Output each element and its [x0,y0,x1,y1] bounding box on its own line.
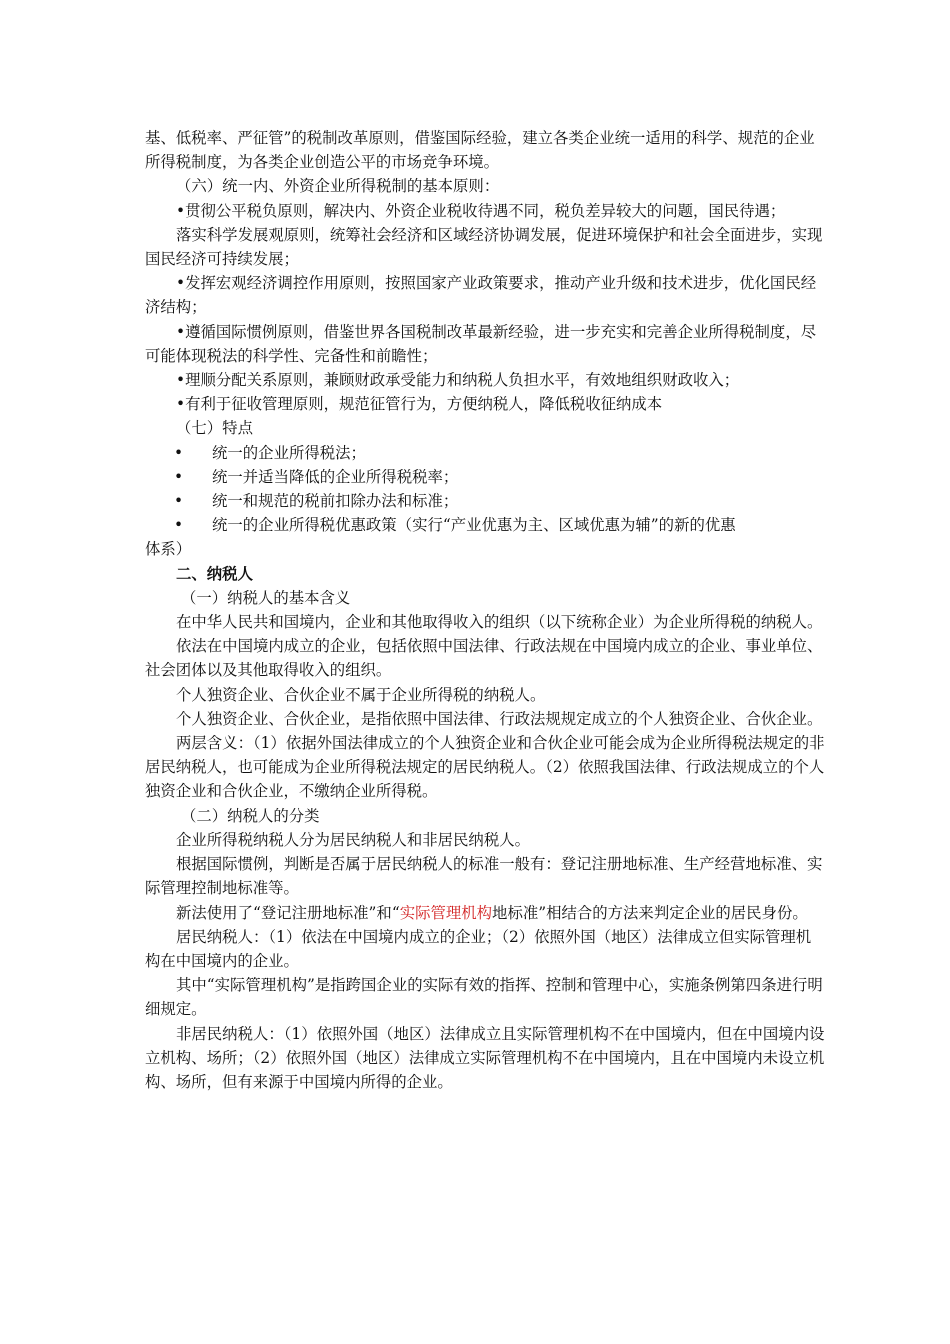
paragraph: 根据国际惯例，判断是否属于居民纳税人的标准一般有：登记注册地标准、生产经营地标准、实际管理控制地标准等。 [145,855,823,898]
bullet-icon: • [174,492,184,511]
bullet-paragraph: •理顺分配关系原则，兼顾财政承受能力和纳税人负担水平，有效地组织财政收入； [176,371,740,390]
feature-text: 统一的企业所得税优惠政策（实行“产业优惠为主、区域优惠为辅”的新的优惠 [212,516,736,535]
paragraph-part: 地标准”相结合的方法来判定企业的居民身份。 [492,903,808,922]
section-heading: （七）特点 [176,419,253,438]
feature-text-continued: 体系） [145,540,192,559]
document-body [145,126,825,1094]
bullet-icon: • [174,516,184,535]
paragraph: 基、低税率、严征管”的税制改革原则，借鉴国际经验，建立各类企业统一适用的科学、规范的企业所得税制度，为各类企业创造公平的市场竞争环境。 [145,129,815,172]
bullet-icon: • [174,467,184,486]
paragraph: 依法在中国境内成立的企业，包括依照中国法律、行政法规在中国境内成立的企业、事业单位、社会团体以及其他取得收入的组织。 [145,637,823,680]
paragraph: 企业所得税纳税人分为居民纳税人和非居民纳税人。 [176,830,530,849]
feature-item [145,441,825,465]
chapter-heading: 二、纳税人 [176,564,253,583]
feature-item [145,465,825,489]
bullet-paragraph: •有利于征收管理原则，规范征管行为，方便纳税人，降低税收征纳成本 [176,395,663,414]
paragraph-part: 新法使用了“登记注册地标准”和“ [176,903,400,922]
highlighted-term: 实际管理机构 [399,903,493,922]
bullet-paragraph: •贯彻公平税负原则，解决内、外资企业税收待遇不同，税负差异较大的问题，国民待遇； [176,201,786,220]
paragraph: 个人独资企业、合伙企业，是指依照中国法律、行政法规规定成立的个人独资企业、合伙企业。 [176,709,823,728]
paragraph: 落实科学发展观原则，统筹社会经济和区域经济协调发展，促进环境保护和社会全面进步，实现国民经济可持续发展； [145,225,823,269]
bullet-paragraph: •遵循国际惯例原则，借鉴世界各国税制改革最新经验，进一步充实和完善企业所得税制度，尽可能体现税法的科学性、完备性和前瞻性； [145,322,817,365]
feature-text: 统一并适当降低的企业所得税税率； [212,467,459,486]
feature-item [145,489,825,513]
bullet-paragraph: •发挥宏观经济调控作用原则，按照国家产业政策要求，推动产业升级和技术进步，优化国民经济结构； [145,274,817,317]
bullet-icon: • [174,443,184,462]
feature-item [145,513,825,537]
paragraph: 两层含义：（1）依据外国法律成立的个人独资企业和合伙企业可能会成为企业所得税法规定的非居民纳税人，也可能成为企业所得税法规定的居民纳税人。（2）依照我国法律、行政法规成立的个人独资企业和合伙企业，不缴纳企业所得税。 [145,734,825,801]
paragraph: 其中“实际管理机构”是指跨国企业的实际有效的指挥、控制和管理中心，实施条例第四条进行明细规定。 [145,976,823,1019]
section-heading: （六）统一内、外资企业所得税制的基本原则： [176,177,500,196]
paragraph: 居民纳税人：（1）依法在中国境内成立的企业；（2）依照外国（地区）法律成立但实际管理机构在中国境内的企业。 [145,927,812,970]
paragraph [145,901,825,925]
section-heading: （二）纳税人的分类 [181,806,320,825]
paragraph: 非居民纳税人：（1）依照外国（地区）法律成立且实际管理机构不在中国境内，但在中国境内设立机构、场所；（2）依照外国（地区）法律成立实际管理机构不在中国境内，且在中国境内未设立机构、场所，但有来源于中国境内所得的企业。 [145,1024,825,1091]
paragraph: 个人独资企业、合伙企业不属于企业所得税的纳税人。 [176,685,546,704]
feature-text: 统一的企业所得税法； [212,443,366,462]
section-heading: （一）纳税人的基本含义 [181,588,351,607]
paragraph: 在中华人民共和国境内，企业和其他取得收入的组织（以下统称企业）为企业所得税的纳税人。 [176,613,823,632]
feature-text: 统一和规范的税前扣除办法和标准； [212,492,459,511]
